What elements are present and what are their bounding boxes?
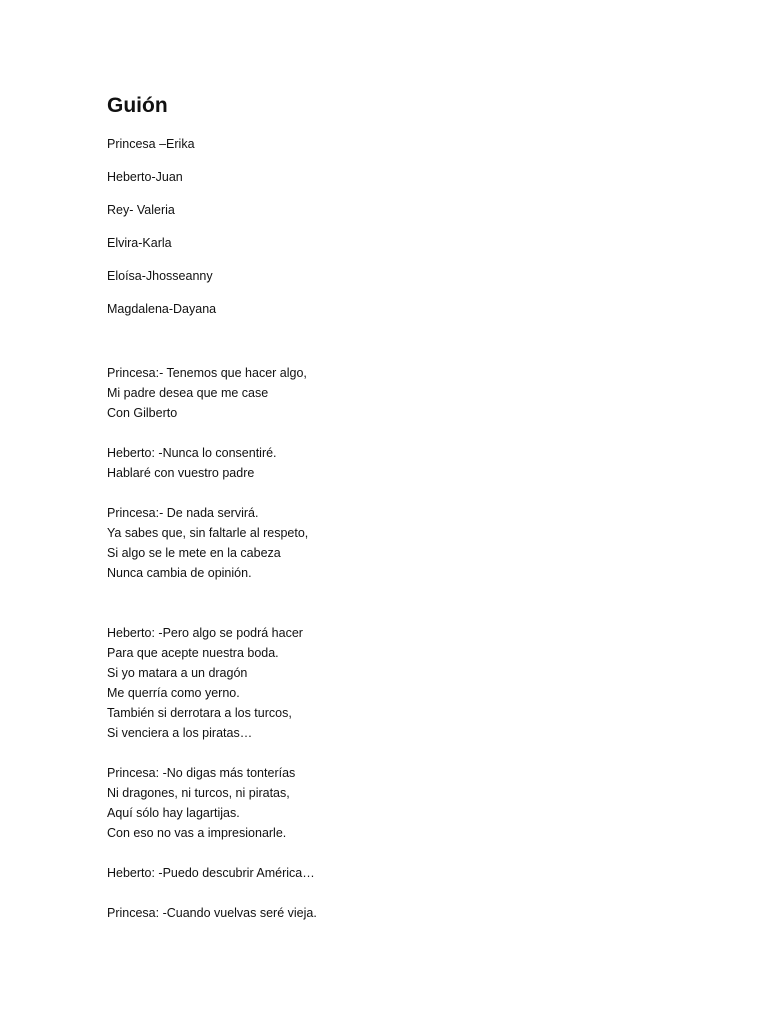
dialogue-line: Nunca cambia de opinión. <box>107 566 252 580</box>
dialogue-line: Mi padre desea que me case <box>107 386 269 400</box>
dialogue-line: Ni dragones, ni turcos, ni piratas, <box>107 786 290 800</box>
dialogue-line: Si yo matara a un dragón <box>107 666 248 680</box>
dialogue <box>107 363 707 923</box>
dialogue-line: Con Gilberto <box>107 406 178 420</box>
cast-item: Magdalena-Dayana <box>107 302 217 316</box>
dialogue-line: Heberto: -Nunca lo consentiré. <box>107 446 277 460</box>
dialogue-block <box>107 763 707 843</box>
dialogue-block <box>107 443 707 483</box>
dialogue-block <box>107 903 707 923</box>
dialogue-line: Para que acepte nuestra boda. <box>107 646 279 660</box>
dialogue-line: Heberto: -Pero algo se podrá hacer <box>107 626 303 640</box>
dialogue-block <box>107 363 707 423</box>
dialogue-line: Con eso no vas a impresionarle. <box>107 826 287 840</box>
cast-item: Rey- Valeria <box>107 203 175 217</box>
dialogue-line: Si venciera a los piratas… <box>107 726 253 740</box>
cast-item: Elvira-Karla <box>107 236 172 250</box>
cast-item: Heberto-Juan <box>107 170 183 184</box>
dialogue-line: Princesa: -No digas más tonterías <box>107 766 296 780</box>
dialogue-line: Si algo se le mete en la cabeza <box>107 546 281 560</box>
dialogue-line: Princesa:- De nada servirá. <box>107 506 259 520</box>
document-title: Guión <box>107 94 168 117</box>
document-page <box>107 92 707 943</box>
dialogue-line: Aquí sólo hay lagartijas. <box>107 806 240 820</box>
dialogue-line: También si derrotara a los turcos, <box>107 706 292 720</box>
dialogue-line: Ya sabes que, sin faltarle al respeto, <box>107 526 309 540</box>
cast-item: Eloísa-Jhosseanny <box>107 269 213 283</box>
cast-item: Princesa –Erika <box>107 137 195 151</box>
dialogue-line: Princesa: -Cuando vuelvas seré vieja. <box>107 906 317 920</box>
dialogue-block <box>107 623 707 743</box>
dialogue-block <box>107 863 707 883</box>
dialogue-block <box>107 503 707 583</box>
cast-list <box>107 135 707 318</box>
dialogue-line: Hablaré con vuestro padre <box>107 466 255 480</box>
dialogue-line: Princesa:- Tenemos que hacer algo, <box>107 366 307 380</box>
dialogue-line: Heberto: -Puedo descubrir América… <box>107 866 315 880</box>
dialogue-line: Me querría como yerno. <box>107 686 240 700</box>
